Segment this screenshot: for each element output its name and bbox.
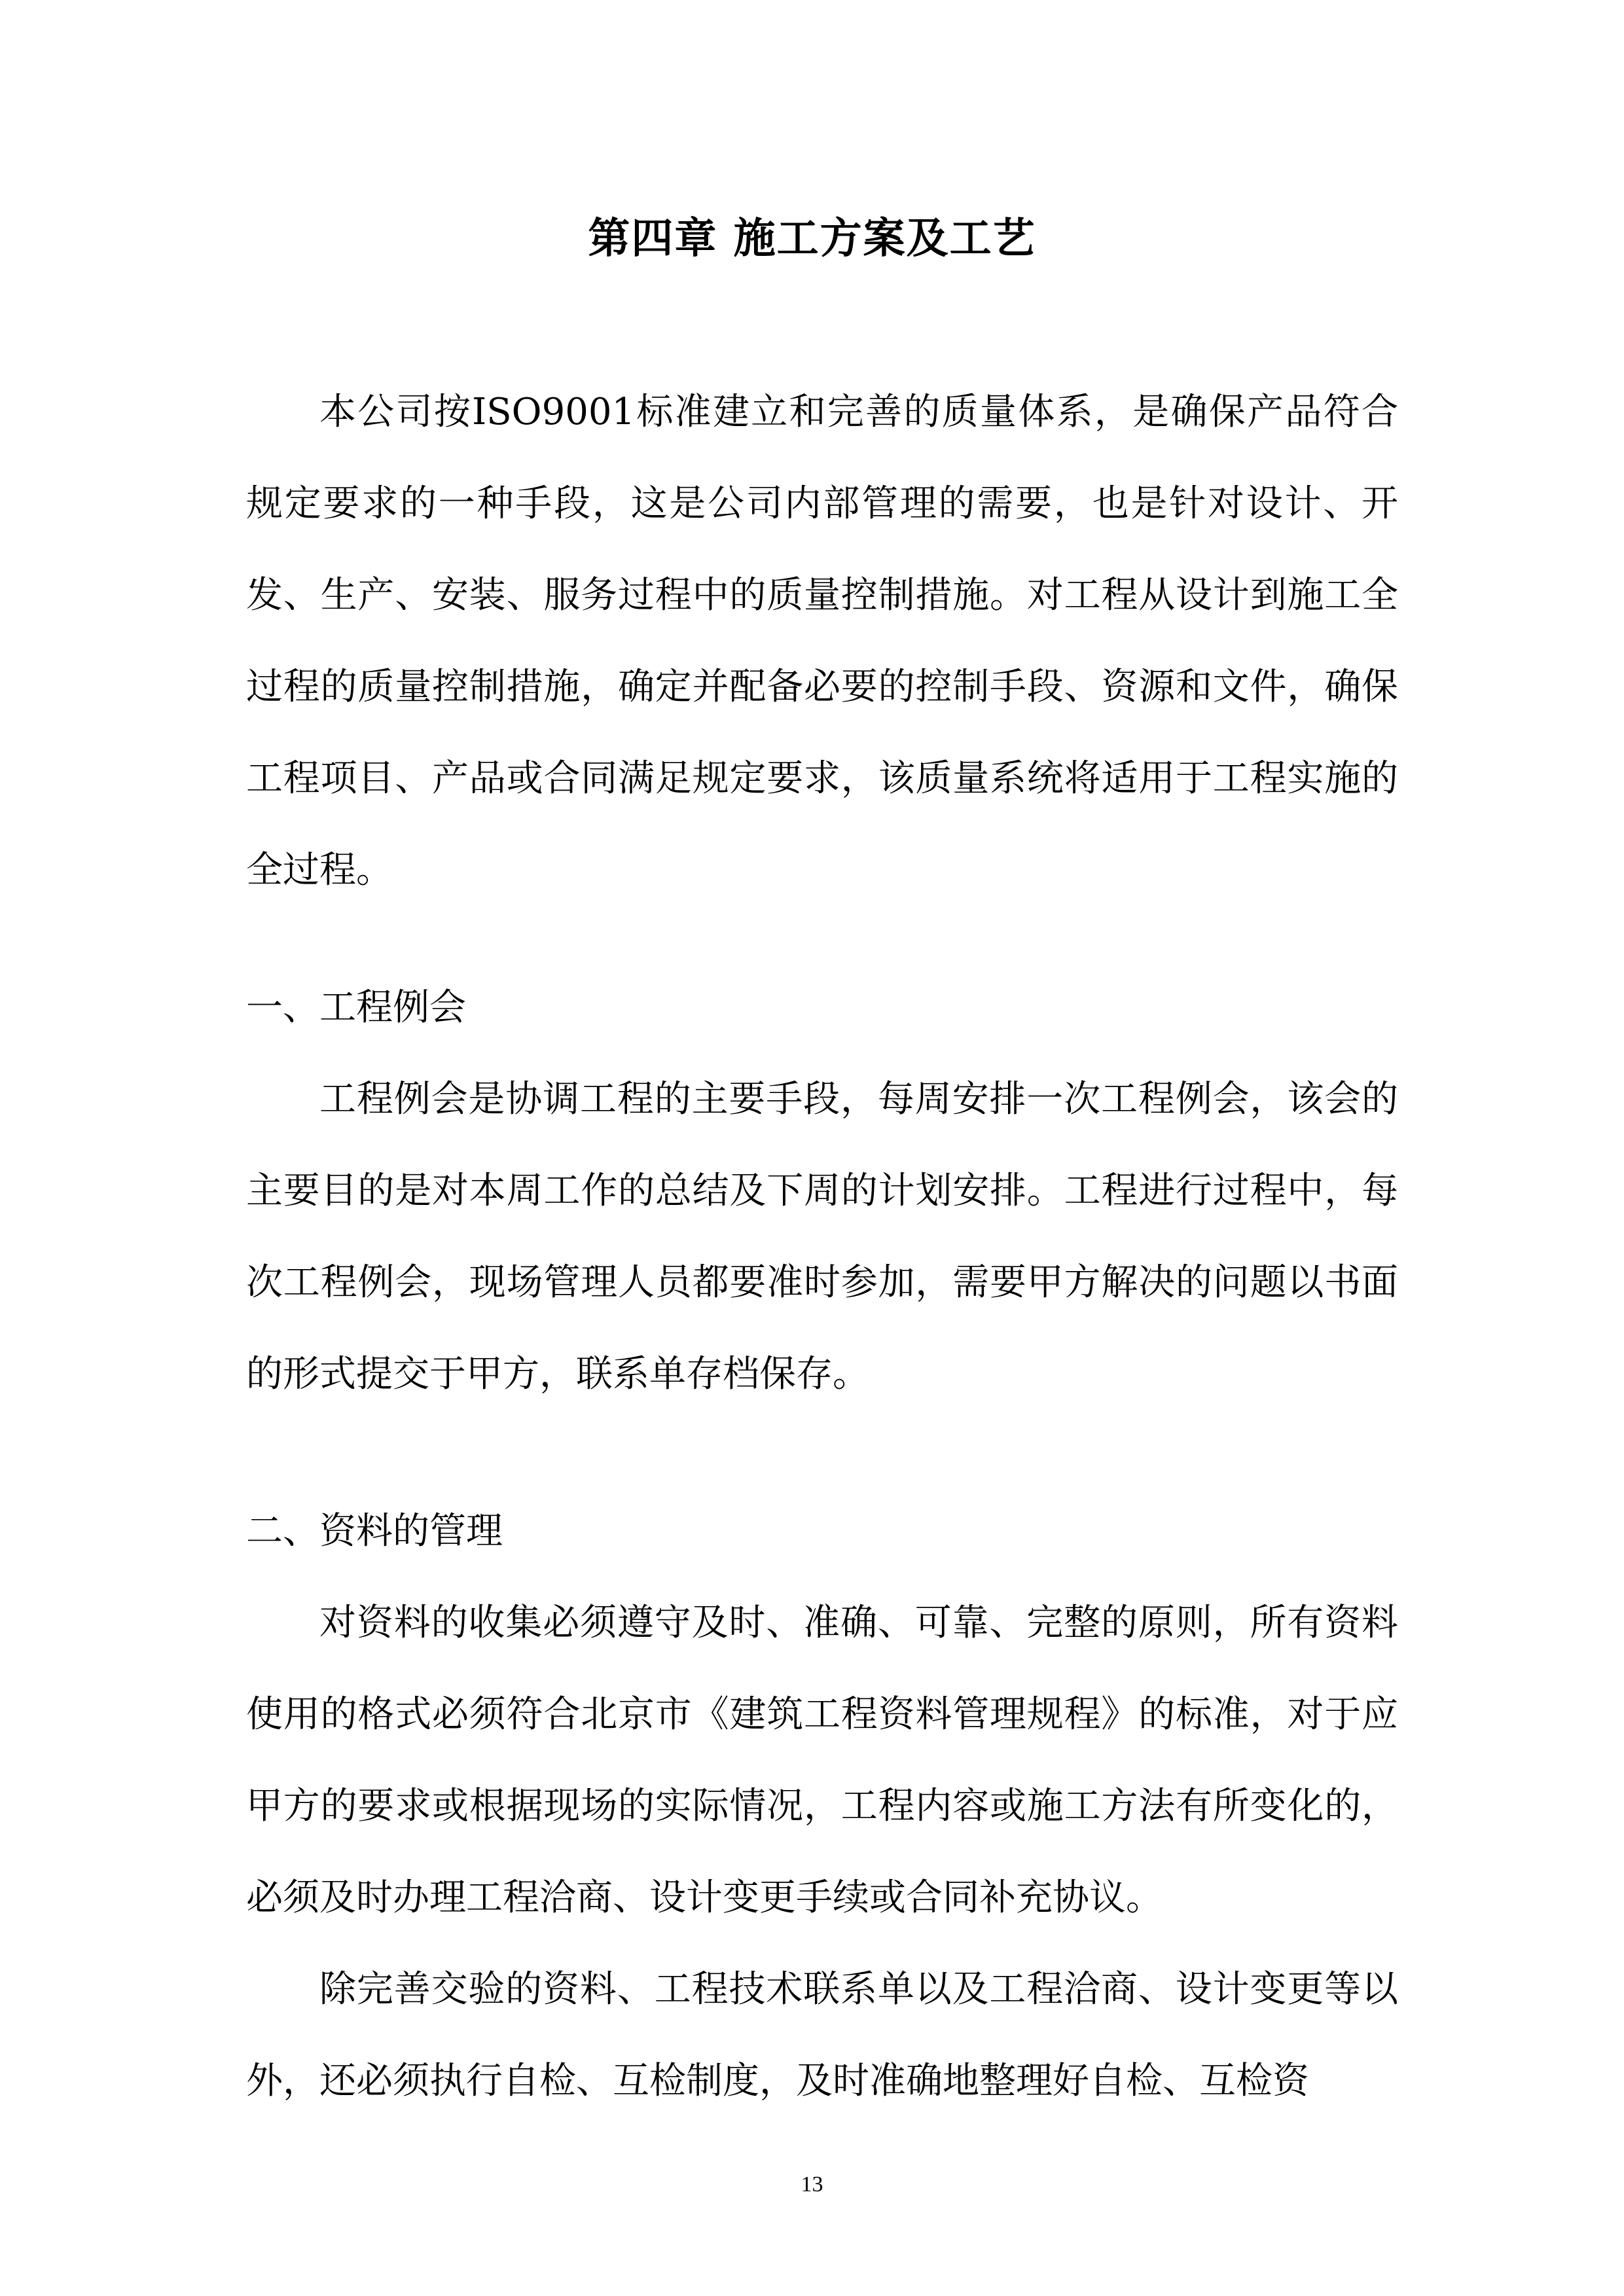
documents-paragraph-2: 除完善交验的资料、工程技术联系单以及工程洽商、设计变更等以外，还必须执行自检、互检制度，及时准确地整理好自检、互检资: [246, 1968, 1398, 2102]
intro-paragraph: 本公司按ISO9001标准建立和完善的质量体系，是确保产品符合规定要求的一种手段，这是公司内部管理的需要，也是针对设计、开发、生产、安装、服务过程中的质量控制措施。对工程从设计到施工全过程的质量控制措施，确定并配备必要的控制手段、资源和文件，确保工程项目、产品或合同满足规定要求，该质量系统将适用于工程实施的全过程。: [246, 391, 1398, 891]
section-heading-meetings: 一、工程例会: [246, 986, 466, 1029]
page-number: 13: [801, 2172, 823, 2197]
section-heading-documents: 二、资料的管理: [246, 1510, 503, 1552]
chapter-title: 第四章 施工方案及工艺: [588, 215, 1036, 263]
meetings-paragraph: 工程例会是协调工程的主要手段，每周安排一次工程例会，该会的主要目的是对本周工作的总结及下周的计划安排。工程进行过程中，每次工程例会，现场管理人员都要准时参加，需要甲方解决的问题以书面的形式提交于甲方，联系单存档保存。: [246, 1078, 1398, 1395]
documents-paragraph-1: 对资料的收集必须遵守及时、准确、可靠、完整的原则，所有资料使用的格式必须符合北京市《建筑工程资料管理规程》的标准，对于应甲方的要求或根据现场的实际情况，工程内容或施工方法有所变化的，必须及时办理工程洽商、设计变更手续或合同补充协议。: [246, 1602, 1398, 1919]
